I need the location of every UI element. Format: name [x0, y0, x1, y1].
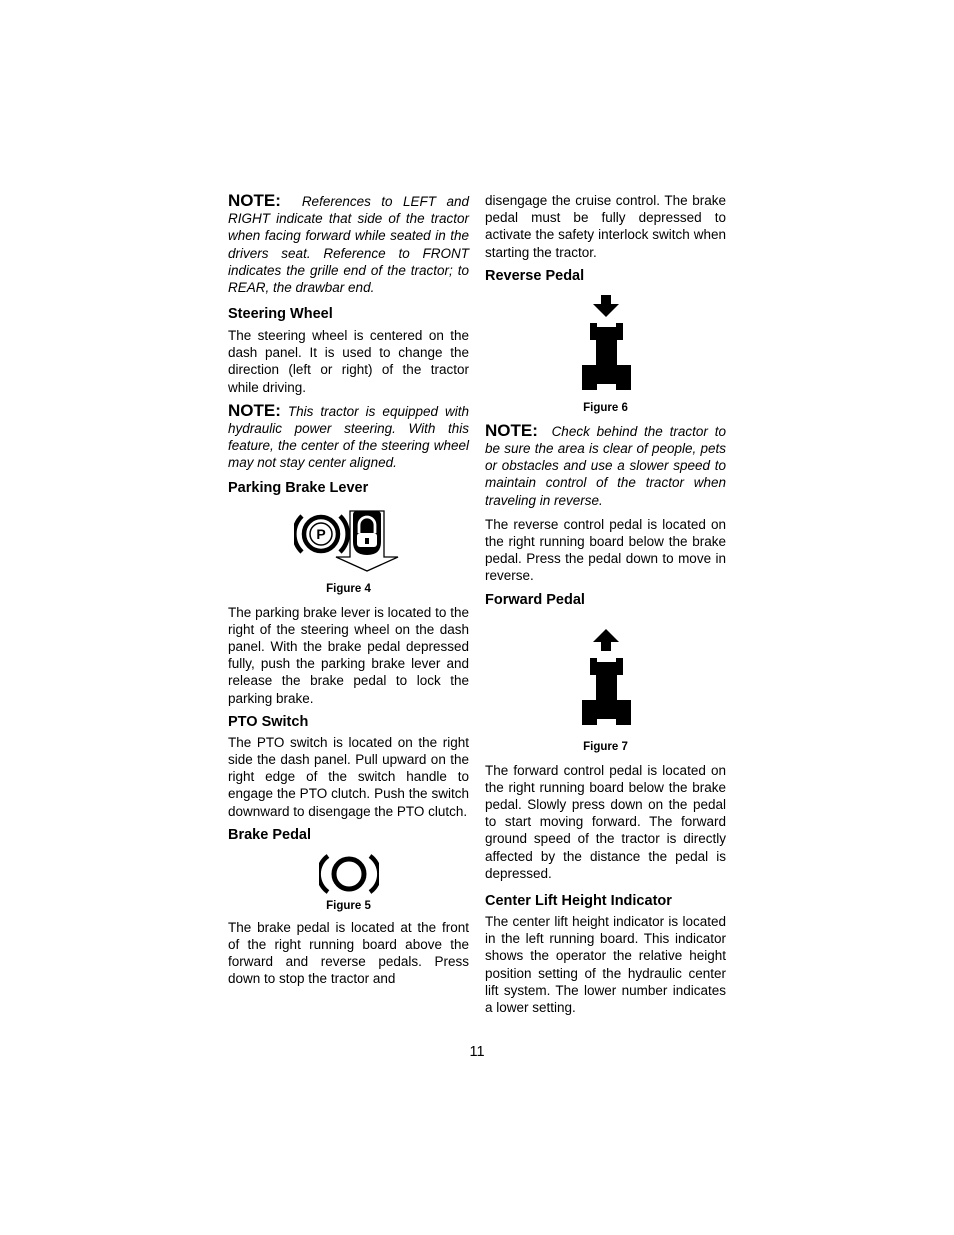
page-number: 11 — [469, 1044, 485, 1060]
section-heading-center-lift: Center Lift Height Indicator — [485, 893, 672, 910]
up-arrow-icon — [593, 629, 619, 651]
note-references — [228, 192, 469, 296]
reverse-pedal-text: The reverse control pedal is located on the right running board below the brake pedal. Press the pedal down to move in reverse. — [485, 516, 726, 584]
center-lift-text: The center lift height indicator is located in the left running board. This indicator shows the operator the relative height position setting of the hydraulic center lift system. The lower number indicates a lower setting. — [485, 914, 726, 1016]
figure-7-caption: Figure 7 — [583, 740, 628, 753]
right-column — [485, 192, 726, 1016]
figure-5-caption: Figure 5 — [326, 899, 371, 912]
section-heading-pto-switch: PTO Switch — [228, 713, 309, 730]
tractor-icon — [582, 658, 631, 725]
brake-pedal-text: The brake pedal is located at the front of the right running board above the forward and reverse pedals. Press down to stop the tractor and — [228, 919, 469, 987]
forward-pedal-text: The forward control pedal is located on the right running board below the brake pedal. Slowly press down on the pedal to start moving forward. The forward ground speed of the tractor is directly affected by the distance the pedal is depressed. — [485, 762, 726, 881]
tractor-icon — [582, 323, 631, 390]
parking-p-symbol: P — [315, 525, 326, 542]
down-arrow-icon — [593, 295, 619, 317]
figure-4-caption: Figure 4 — [326, 582, 371, 595]
steering-wheel-text: The steering wheel is centered on the dash panel. It is used to change the direction (left or right) of the tractor while driving. — [228, 328, 469, 395]
note-check-behind — [485, 422, 726, 509]
left-column — [228, 192, 469, 988]
figure-4 — [228, 507, 469, 596]
note-text: Check behind the tractor to be sure the area is clear of people, pets or obstacles and use a slower speed to maintain control of the tractor when traveling in reverse. — [485, 423, 726, 508]
section-heading-steering-wheel: Steering Wheel — [228, 306, 333, 322]
forward-tractor-icon — [579, 628, 633, 726]
lock-icon — [353, 511, 381, 555]
note-text: References to LEFT and RIGHT indicate that side of the tractor when facing forward while seated in the drivers seat. Reference to FRONT indicates the grille end of the tractor; to REAR, the drawbar end. — [228, 194, 469, 296]
section-heading-reverse-pedal: Reverse Pedal — [485, 267, 585, 284]
brake-icon — [319, 850, 379, 898]
note-label: NOTE: — [228, 400, 281, 420]
parking-brake-text: The parking brake lever is located to the right of the steering wheel on the dash panel. With the brake pedal depressed fully, push the parking brake lever and release the brake pedal to lock the parking brake. — [228, 604, 469, 706]
figure-7 — [485, 628, 726, 754]
parking-brake-lock-icon — [294, 507, 404, 573]
figure-6 — [485, 293, 726, 415]
section-heading-parking-brake: Parking Brake Lever — [228, 479, 369, 496]
note-power-steering — [228, 402, 469, 472]
section-heading-forward-pedal: Forward Pedal — [485, 591, 585, 608]
reverse-tractor-icon — [579, 293, 633, 391]
brake-pedal-text-continued: disengage the cruise control. The brake pedal must be fully depressed to activate the safety interlock switch when starting the tractor. — [485, 193, 726, 260]
parking-brake-icon — [294, 516, 347, 552]
note-label: NOTE: — [485, 420, 538, 440]
figure-5 — [228, 850, 469, 913]
section-heading-brake-pedal: Brake Pedal — [228, 826, 312, 843]
note-text: This tractor is equipped with hydraulic power steering. With this feature, the center of the steering wheel may not stay center aligned. — [228, 403, 469, 471]
note-label: NOTE: — [228, 191, 281, 210]
pto-switch-text: The PTO switch is located on the right side the dash panel. Pull upward on the right edge of the switch handle to engage the PTO clutch. Push the switch downward to disengage the PTO clutch. — [228, 734, 469, 819]
figure-6-caption: Figure 6 — [583, 401, 628, 414]
